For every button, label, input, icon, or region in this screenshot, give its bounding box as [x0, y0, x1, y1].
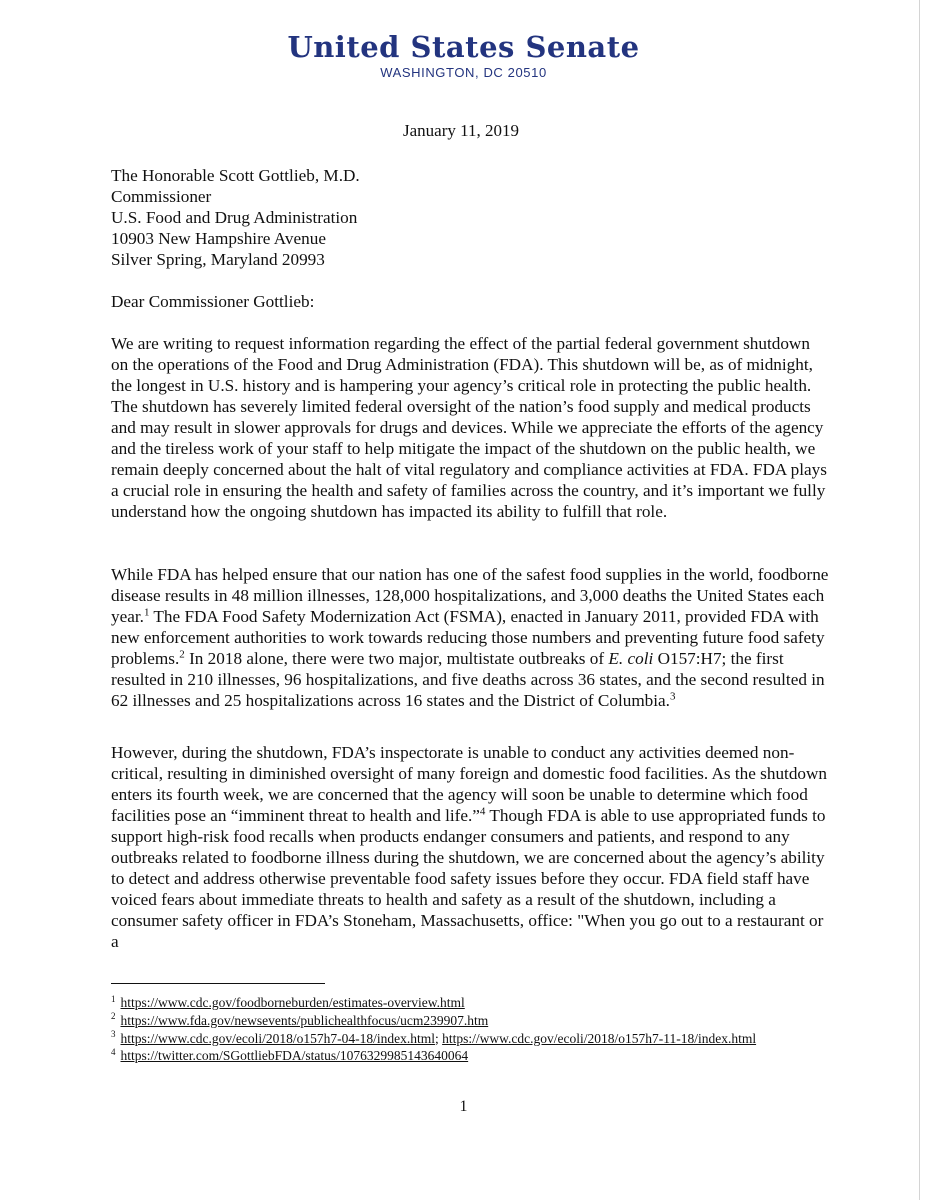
- paragraph-2: [111, 564, 831, 711]
- salutation: Dear Commissioner Gottlieb:: [111, 292, 315, 311]
- paragraph-3-part-a: However, during the shutdown, FDA’s inspectorate is unable to conduct any activities deemed non-critical, resulting in diminished oversight of many foreign and domestic food facilities. As the shutdown enters its fourth week, we are concerned that the agency will soon be unable to determine which food facilities pose an “imminent threat to health and life.”: [111, 743, 828, 825]
- footnote-2: [111, 1012, 771, 1030]
- paragraph-3-part-b: Though FDA is able to use appropriated funds to support high-risk food recalls when products endanger consumers and patients, and respond to any outbreaks related to foodborne illness during the shutdown, we are concerned about the agency’s ability to detect and address otherwise preventable food safety issues before they occur. FDA field staff have voiced fears about immediate threats to health and safety as a result of the shutdown, including a consumer safety officer in FDA’s Stoneham, Massachusetts, office: "When you go out to a restaurant or a: [111, 806, 826, 951]
- recipient-city: Silver Spring, Maryland 20993: [111, 250, 325, 269]
- letterhead: [0, 30, 927, 80]
- footnote-link[interactable]: https://twitter.com/SGottliebFDA/status/1076329985143640064: [120, 1048, 469, 1064]
- recipient-block: [111, 165, 831, 270]
- letterhead-title: United States Senate: [287, 30, 640, 64]
- letterhead-address: WASHINGTON, DC 20510: [380, 65, 547, 80]
- recipient-name: The Honorable Scott Gottlieb, M.D.: [111, 166, 360, 185]
- footnote-1: [111, 994, 771, 1012]
- footnote-number: 1: [111, 993, 116, 1004]
- footnote-divider: [111, 983, 325, 984]
- paragraph-2-part-c: In 2018 alone, there were two major, multistate outbreaks of: [184, 649, 609, 668]
- footnote-link[interactable]: https://www.cdc.gov/foodborneburden/estimates-overview.html: [120, 995, 465, 1010]
- paragraph-2-part-b: The FDA Food Safety Modernization Act (FSMA), enacted in January 2011, provided FDA with new enforcement authorities to work towards reducing those numbers and preventing future food safety problems.: [111, 607, 825, 668]
- footnote-3: [111, 1030, 771, 1048]
- footnote-separator: ;: [434, 1030, 443, 1046]
- paragraph-2-italic: E. coli: [608, 649, 654, 668]
- letter-date: January 11, 2019: [403, 121, 519, 140]
- paragraph-3: [111, 742, 831, 952]
- page-number: 1: [459, 1098, 468, 1115]
- paragraph-2-part-d: O157:H7; the first resulted in 210 illnesses, 96 hospitalizations, and five deaths across 36 states, and the second resulted in 62 illnesses and 25 hospitalizations across 16 states and the District of Columbia.: [111, 649, 825, 710]
- footnote-ref-1[interactable]: 1: [143, 606, 150, 619]
- footnote-ref-2[interactable]: 2: [179, 648, 185, 661]
- recipient-street: 10903 New Hampshire Avenue: [111, 229, 326, 248]
- paragraph-1: [111, 333, 831, 522]
- recipient-title: Commissioner: [111, 187, 212, 206]
- footnote-ref-4[interactable]: 4: [479, 805, 486, 818]
- paragraph-1-text: We are writing to request information regarding the effect of the partial federal government shutdown on the operations of the Food and Drug Administration (FDA). This shutdown will be, as of midnight, the longest in U.S. history and is hampering your agency’s critical role in protecting the public health. The shutdown has severely limited federal oversight of the nation’s food supply and medical products and may result in slower approvals for drugs and devices. While we appreciate the efforts of the agency and the tireless work of your staff to help mitigate the impact of the shutdown on the public health, we remain deeply concerned about the halt of vital regulatory and compliance activities at FDA. FDA plays a crucial role in ensuring the health and safety of families across the country, and it’s important we fully understand how the ongoing shutdown has impacted its ability to fulfill that role.: [111, 334, 827, 521]
- footnote-link[interactable]: https://www.fda.gov/newsevents/publichealthfocus/ucm239907.htm: [120, 1012, 489, 1028]
- footnote-link-secondary[interactable]: https://www.cdc.gov/ecoli/2018/o157h7-11-18/index.html: [442, 1030, 757, 1046]
- paragraph-2-part-a: While FDA has helped ensure that our nation has one of the safest food supplies in the world, foodborne disease results in 48 million illnesses, 128,000 hospitalizations, and 3,000 deaths the United States each year.: [111, 565, 829, 626]
- footnotes: [111, 994, 771, 1065]
- footnote-number: 4: [111, 1046, 116, 1057]
- footnote-number: 3: [111, 1029, 116, 1040]
- footnote-number: 2: [111, 1011, 116, 1022]
- page-edge: [919, 0, 920, 1200]
- footnote-ref-3[interactable]: 3: [669, 690, 676, 703]
- footnote-link[interactable]: https://www.cdc.gov/ecoli/2018/o157h7-04-18/index.html: [120, 1030, 435, 1046]
- recipient-agency: U.S. Food and Drug Administration: [111, 208, 358, 227]
- footnote-4: [111, 1047, 771, 1065]
